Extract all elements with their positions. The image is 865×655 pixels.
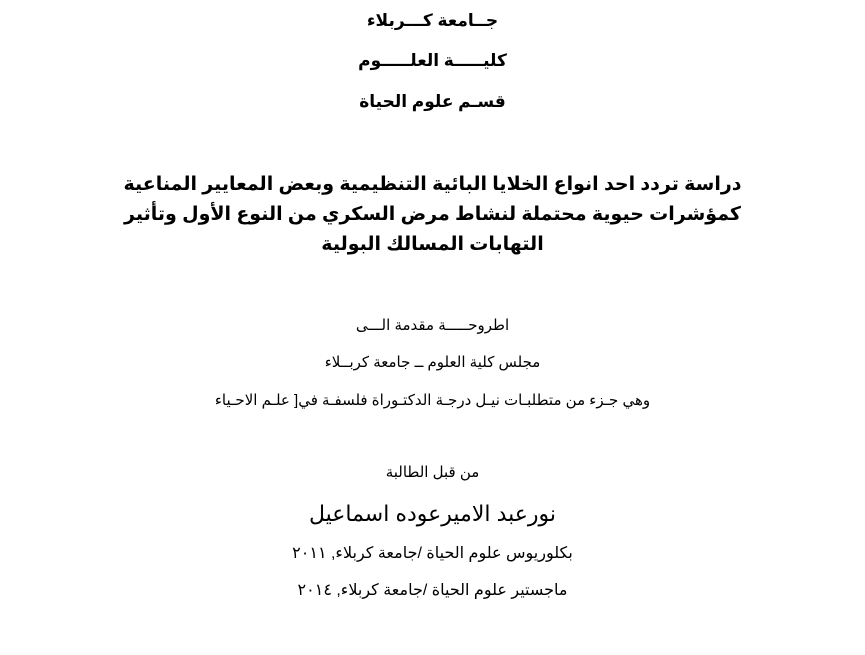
thesis-title-line-1: دراسة تردد احد انواع الخلايا البائية التنظيمية وبعض المعايير المناعية xyxy=(123,174,742,195)
submission-statement: اطروحـــــة مقدمة الـــى xyxy=(355,317,510,334)
author-master: ماجستير علوم الحياة /جامعة كربلاء, ٢٠١٤ xyxy=(297,582,568,599)
author-name: نورعبد الاميرعوده اسماعيل xyxy=(308,501,557,526)
thesis-title-line-2: كمؤشرات حيوية محتملة لنشاط مرض السكري من النوع الأول وتأثير xyxy=(124,204,741,225)
university-name: جــامعة كـــربلاء xyxy=(366,11,499,30)
college-name: كليـــــة العلـــــوم xyxy=(358,51,507,70)
thesis-title-line-3: التهابات المسالك البولية xyxy=(321,234,544,255)
author-bachelor: بكلوريوس علوم الحياة /جامعة كربلاء, ٢٠١١ xyxy=(292,545,573,562)
submission-degree: وهي جـزء من متطلبـات نيـل درجـة الدكتـوراة فلسفـة في[ علـم الاحـياء xyxy=(214,392,651,409)
department-name: قسـم علوم الحياة xyxy=(359,92,506,111)
submission-council: مجلس كلية العلوم ــ جامعة كربــلاء xyxy=(324,354,541,371)
author-label: من قبل الطالبة xyxy=(385,464,480,481)
